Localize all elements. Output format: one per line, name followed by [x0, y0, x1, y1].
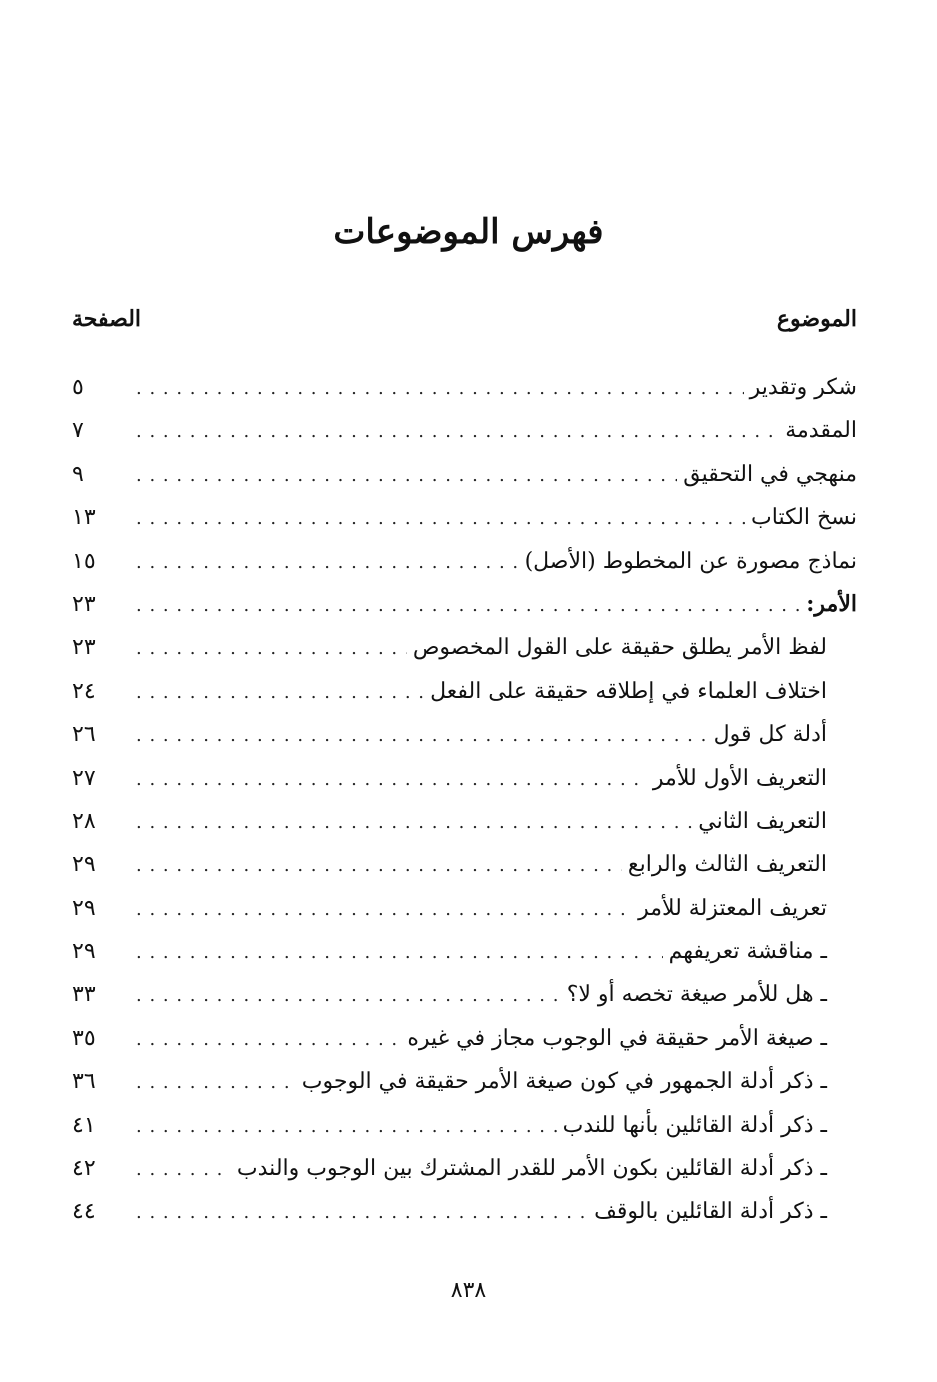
- toc-entry: [72, 800, 857, 843]
- page-title: فهرس الموضوعات: [333, 212, 604, 252]
- toc-entry: [72, 409, 857, 452]
- dot-leader: [136, 541, 519, 584]
- page-number: ٨٣٨: [450, 1278, 487, 1303]
- toc-entry-title: ـ ذكر أدلة القائلين بأنها للندب: [562, 1112, 827, 1138]
- toc-entry: [72, 540, 857, 583]
- toc-entry: [72, 930, 857, 973]
- toc-entry: [72, 1017, 857, 1060]
- toc-entry: [72, 670, 857, 713]
- toc-entry: [72, 973, 857, 1016]
- toc-entry-page: ١٥: [72, 548, 96, 574]
- toc-entry-page: ٧: [72, 418, 84, 444]
- toc-entry: [72, 843, 857, 886]
- page-column-label: الصفحة: [72, 306, 142, 332]
- toc-entry: [72, 626, 857, 669]
- toc-entry-title: التعريف الثالث والرابع: [627, 852, 827, 878]
- dot-leader: [136, 367, 744, 410]
- toc-entry-title: نسخ الكتاب: [751, 505, 857, 531]
- toc-entry-page: ٢٣: [72, 635, 96, 661]
- dot-leader: [136, 931, 663, 974]
- dot-leader: [136, 671, 424, 714]
- column-headers: [72, 306, 857, 346]
- toc-entry-page: ١٣: [72, 505, 96, 531]
- toc-entry-page: ٢٩: [72, 895, 96, 921]
- topic-column-label: الموضوع: [776, 306, 857, 332]
- toc-entry: [72, 1060, 857, 1103]
- table-of-contents: [72, 366, 857, 1234]
- dot-leader: [136, 844, 622, 887]
- toc-entry-title: التعريف الثاني: [698, 808, 827, 834]
- toc-entry-page: ٩: [72, 461, 84, 487]
- toc-entry-page: ٢٨: [72, 808, 96, 834]
- toc-entry-title: تعريف المعتزلة للأمر: [638, 895, 827, 921]
- toc-entry-title: شكر وتقدير: [749, 375, 857, 400]
- dot-leader: [136, 584, 800, 627]
- toc-entry: [72, 496, 857, 539]
- toc-entry: [72, 366, 857, 409]
- toc-entry-page: ٣٦: [72, 1069, 96, 1095]
- dot-leader: [136, 801, 692, 844]
- toc-entry-page: ٥: [72, 375, 84, 400]
- dot-leader: [136, 714, 708, 757]
- dot-leader: [136, 974, 561, 1017]
- dot-leader: [136, 1191, 588, 1234]
- toc-entry-title: نماذج مصورة عن المخطوط (الأصل): [524, 548, 857, 574]
- toc-entry-title: أدلة كل قول: [713, 722, 827, 748]
- dot-leader: [136, 1018, 401, 1061]
- toc-entry: [72, 757, 857, 800]
- toc-entry-page: ٢٩: [72, 939, 96, 965]
- dot-leader: [136, 1148, 231, 1191]
- toc-entry-page: ٤١: [72, 1112, 96, 1138]
- toc-entry-title: ـ ذكر أدلة القائلين بالوقف: [594, 1199, 827, 1225]
- toc-entry-page: ٤٢: [72, 1156, 96, 1182]
- dot-leader: [136, 497, 745, 540]
- dot-leader: [136, 1105, 557, 1148]
- toc-entry-title: ـ صيغة الأمر حقيقة في الوجوب مجاز في غيره: [407, 1025, 827, 1051]
- toc-entry-page: ٣٥: [72, 1025, 96, 1051]
- toc-entry-title: اختلاف العلماء في إطلاقه حقيقة على الفعل: [430, 678, 827, 704]
- toc-entry-page: ٢٤: [72, 678, 96, 704]
- toc-entry-title: المقدمة: [785, 418, 857, 444]
- toc-entry-title: ـ ذكر أدلة القائلين بكون الأمر للقدر المشترك بين الوجوب والندب: [236, 1156, 827, 1182]
- toc-entry-page: ٢٦: [72, 722, 96, 748]
- dot-leader: [136, 888, 632, 931]
- toc-entry: [72, 453, 857, 496]
- toc-entry-title: ـ ذكر أدلة الجمهور في كون صيغة الأمر حقيقة في الوجوب: [301, 1069, 827, 1095]
- dot-leader: [136, 758, 647, 801]
- dot-leader: [136, 1061, 296, 1104]
- toc-entry-page: ٢٩: [72, 852, 96, 878]
- toc-entry-title: منهجي في التحقيق: [683, 461, 857, 487]
- toc-entry-page: ٣٣: [72, 982, 96, 1008]
- toc-entry: [72, 1104, 857, 1147]
- toc-entry: [72, 1190, 857, 1233]
- toc-entry-title: ـ هل للأمر صيغة تخصه أو لا؟: [566, 982, 827, 1008]
- toc-entry-page: ٢٣: [72, 591, 96, 617]
- toc-entry: [72, 583, 857, 626]
- toc-entry-title: التعريف الأول للأمر: [652, 765, 827, 791]
- dot-leader: [136, 627, 407, 670]
- dot-leader: [136, 454, 677, 497]
- toc-entry-title: لفظ الأمر يطلق حقيقة على القول المخصوص: [412, 635, 827, 661]
- dot-leader: [136, 410, 779, 453]
- toc-entry-title: الأمر:: [806, 590, 857, 617]
- toc-entry: [72, 1147, 857, 1190]
- toc-entry-page: ٢٧: [72, 765, 96, 791]
- toc-entry: [72, 713, 857, 756]
- toc-entry: [72, 887, 857, 930]
- toc-entry-page: ٤٤: [72, 1199, 96, 1225]
- toc-entry-title: ـ مناقشة تعريفهم: [668, 939, 827, 965]
